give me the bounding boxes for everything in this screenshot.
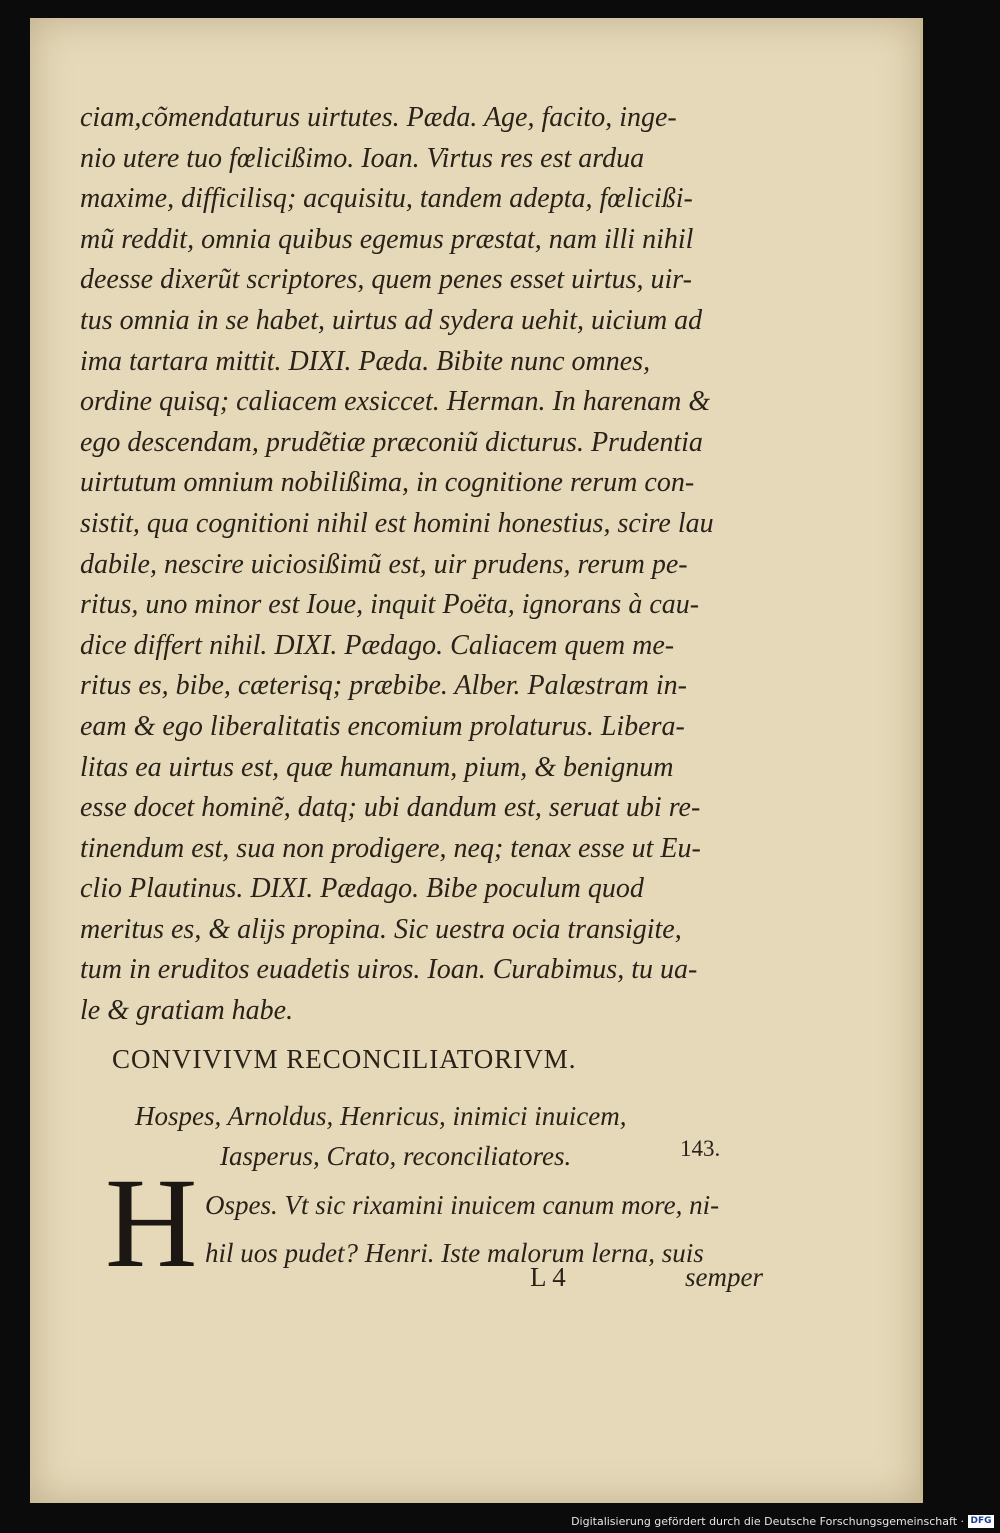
text-line: ego descendam, prudẽtiæ præconiũ dicturus. Prudentia [80, 426, 703, 458]
text-line: litas ea uirtus est, quæ humanum, pium, & benignum [80, 751, 674, 783]
section-heading: CONVIVIVM RECONCILIATORIVM. [112, 1044, 577, 1074]
text-line: esse docet hominẽ, datq; ubi dandum est, seruat ubi re- [80, 792, 701, 824]
text-line: ordine quisq; caliacem exsiccet. Herman. In harenam & [80, 386, 711, 418]
text-line: dabile, nescire uiciosißimũ est, uir prudens, rerum pe- [80, 548, 688, 580]
text-line: hil uos pudet? Henri. Iste malorum lerna, suis [205, 1238, 704, 1268]
text-line: ritus, uno minor est Ioue, inquit Poëta, ignorans à cau- [80, 589, 700, 621]
text-line: ritus es, bibe, cæterisq; præbibe. Alber. Palæstram in- [80, 670, 687, 702]
persons-line: Iasperus, Crato, reconciliatores. [220, 1141, 572, 1171]
text-line: dice differt nihil. DIXI. Pædago. Caliacem quem me- [80, 629, 675, 661]
signature-mark: L 4 [530, 1262, 566, 1292]
dramatis-personae [135, 1096, 775, 1176]
text-line: ciam,cõmendaturus uirtutes. Pæda. Age, facito, inge- [80, 102, 677, 133]
text-line: meritus es, & alijs propina. Sic uestra ocia transigite, [80, 913, 682, 945]
text-line: uirtutum omnium nobilißima, in cognitione rerum con- [80, 467, 695, 499]
page-number: 143. [680, 1136, 721, 1161]
book-page [30, 18, 923, 1503]
persons-line: Hospes, Arnoldus, Henricus, inimici inuicem, [135, 1101, 627, 1131]
dfg-logo-icon: DFG [968, 1515, 994, 1528]
footer-bar [0, 1512, 1000, 1533]
text-line: maxime, difficilisq; acquisitu, tandem adepta, fœlicißi- [80, 183, 693, 215]
text-line: nio utere tuo fœlicißimo. Ioan. Virtus res est ardua [80, 142, 645, 174]
text-line: ima tartara mittit. DIXI. Pæda. Bibite nunc omnes, [80, 345, 651, 377]
text-line: Ospes. Vt sic rixamini inuicem canum more, ni- [205, 1190, 720, 1220]
text-line: deesse dixerũt scriptores, quem penes esset uirtus, uir- [80, 264, 692, 296]
text-line: tinendum est, sua non prodigere, neq; tenax esse ut Eu- [80, 832, 701, 864]
text-line: clio Plautinus. DIXI. Pædago. Bibe poculum quod [80, 873, 644, 905]
funding-credit: Digitalisierung gefördert durch die Deutsche Forschungsgemeinschaft · [571, 1515, 964, 1528]
text-line: tum in eruditos euadetis uiros. Ioan. Curabimus, tu ua- [80, 954, 698, 986]
catchword: semper [685, 1262, 763, 1292]
drop-capital: H [105, 1152, 198, 1294]
body-text [80, 98, 780, 1032]
text-line: mũ reddit, omnia quibus egemus præstat, nam illi nihil [80, 223, 694, 255]
text-line: le & gratiam habe. [80, 995, 294, 1027]
text-line: sistit, qua cognitioni nihil est homini honestius, scire lau [80, 507, 714, 539]
text-line: eam & ego liberalitatis encomium prolaturus. Libera- [80, 710, 685, 742]
text-line: tus omnia in se habet, uirtus ad sydera uehit, uicium ad [80, 304, 703, 336]
